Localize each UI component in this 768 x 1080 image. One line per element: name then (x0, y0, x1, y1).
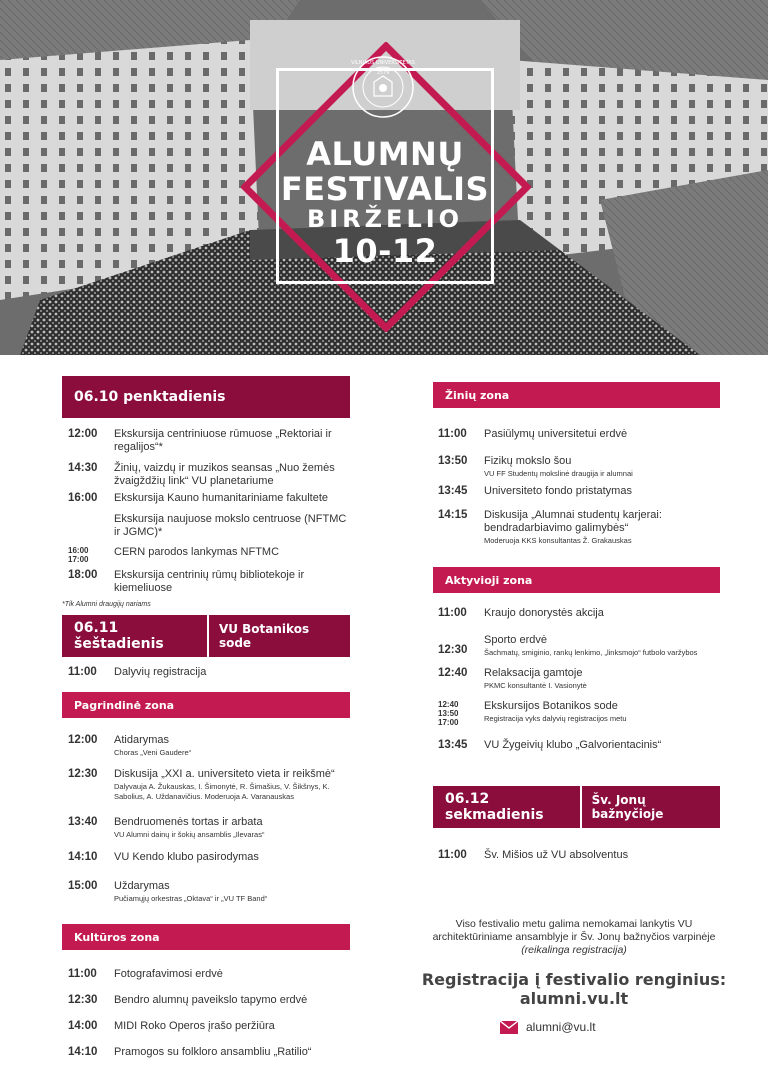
event-title: Kraujo donorystės akcija (484, 607, 604, 619)
schedule-row (438, 485, 720, 498)
schedule-row (438, 739, 720, 752)
event-subtitle: Registracija vyks dalyvių registracijos metu (484, 714, 627, 723)
event-title: MIDI Roko Operos įrašo peržiūra (114, 1020, 275, 1032)
university-seal-logo (348, 52, 418, 122)
schedule-row (438, 667, 720, 691)
event-title: Dalyvių registracija (114, 666, 207, 678)
event-title: Diskusija „XXI a. universiteto vieta ir reikšmė“ (114, 768, 335, 780)
event-title: Bendruomenės tortas ir arbata (114, 816, 263, 828)
event-title: Relaksacija gamtoje (484, 667, 583, 679)
event-time: 14:00 (68, 1020, 98, 1032)
hero-month: BIRŽELIO (306, 205, 464, 233)
schedule-row (68, 569, 348, 595)
schedule-row (68, 851, 348, 864)
day-label: 06.10 penktadienis (74, 389, 226, 405)
event-time: 12:00 (68, 734, 98, 746)
event-time: 11:00 (68, 968, 97, 980)
event-time: 12:30 (438, 644, 468, 656)
event-time: 14:10 (68, 851, 98, 863)
event-time: 12:30 (68, 994, 98, 1006)
event-time: 14:15 (438, 509, 468, 521)
schedule-row (68, 546, 348, 564)
schedule-row (438, 428, 720, 441)
hero-dates: 10-12 (332, 232, 438, 270)
schedule-row (68, 666, 348, 679)
event-time: 12:40 13:50 17:00 (438, 700, 459, 727)
email-contact[interactable] (500, 1020, 596, 1034)
email-address[interactable]: alumni@vu.lt (526, 1020, 596, 1034)
event-time: 11:00 (438, 428, 467, 440)
event-title: Ekskursija centriniuose rūmuose „Rektoriai ir regalijos“* (114, 428, 332, 453)
event-time: 12:40 (438, 667, 468, 679)
event-title: Ekskursija Kauno humanitariniame fakultete (114, 492, 329, 504)
event-time: 14:10 (68, 1046, 98, 1058)
registration-link[interactable]: alumni.vu.lt (519, 989, 629, 1008)
event-time: 11:00 (438, 849, 467, 861)
zone-header-main: Pagrindinė zona (62, 692, 350, 718)
schedule-row (68, 968, 348, 981)
event-title: Bendro alumnų paveikslo tapymo erdvė (114, 994, 308, 1006)
schedule-row (68, 994, 348, 1007)
schedule-row (438, 644, 484, 656)
event-subtitle: VU Alumni dainų ir šokių ansamblis „Ilevaras“ (114, 830, 265, 839)
schedule-row (68, 816, 348, 840)
day-header-0611 (62, 615, 350, 657)
event-subtitle: Pučiamųjų orkestras „Oktava“ ir „VU TF Band“ (114, 894, 268, 903)
svg-text:1579: 1579 (376, 70, 390, 76)
schedule-row (68, 1020, 348, 1033)
event-time: 13:50 (438, 455, 468, 467)
event-time: 12:30 (68, 768, 98, 780)
event-time (68, 513, 114, 539)
event-title: Diskusija „Alumnai studentų karjerai: bendradarbiavimo galimybės“ (484, 509, 662, 534)
event-title: Ekskursija centrinių rūmų bibliotekoje ir kiemeliuose (114, 569, 305, 594)
day-label: 06.12 sekmadienis (445, 791, 544, 823)
event-title: Fizikų mokslo šou (484, 455, 572, 467)
event-title: Ekskursijos Botanikos sode (484, 700, 618, 712)
event-subtitle: Dalyvauja A. Žukauskas, I. Šimonytė, R. Šimašius, V. Šikšnys, K. Sabolius, A. Uždanavičius. Moderuoja A. Varanauskas (114, 782, 330, 801)
event-title: Atidarymas (114, 734, 170, 746)
schedule-row (68, 734, 348, 758)
event-title: Uždarymas (114, 880, 170, 892)
day-place: VU Botanikos sode (207, 615, 350, 657)
event-title: Pasiūlymų universitetui erdvė (484, 428, 628, 440)
schedule-row (438, 607, 720, 620)
event-subtitle: Šachmatų, smiginio, rankų lenkimo, „linksmojo“ futbolo varžybos (484, 648, 698, 657)
schedule-row (438, 455, 720, 479)
event-title: Šv. Mišios už VU absolventus (484, 849, 629, 861)
zone-header-knowledge: Žinių zona (433, 382, 720, 408)
event-time: 13:45 (438, 485, 468, 497)
schedule-row (68, 462, 348, 488)
event-time: 11:00 (438, 607, 467, 619)
registration-required-note: (reikalinga registracija) (521, 944, 627, 956)
day-header-0612 (433, 786, 720, 828)
schedule-row (68, 513, 348, 539)
hero-title-line2: FESTIVALIS (280, 170, 490, 208)
day-place: Šv. Jonų bažnyčioje (580, 786, 720, 828)
day-label: 06.11 šeštadienis (74, 620, 164, 652)
event-title: Pramogos su folkloro ansambliu „Ratilio“ (114, 1046, 312, 1058)
event-time: 18:00 (68, 569, 98, 581)
schedule-row (438, 849, 720, 862)
event-time: 16:00 17:00 (68, 546, 89, 564)
hero-banner (0, 0, 768, 355)
zone-header-culture: Kultūros zona (62, 924, 350, 950)
svg-text:VILNIAUS UNIVERSITETAS: VILNIAUS UNIVERSITETAS (351, 60, 415, 66)
schedule-row (68, 880, 348, 904)
day-header-0610 (62, 376, 350, 418)
free-visit-text: Viso festivalio metu galima nemokamai lankytis VU architektūriniame ansamblyje ir Šv. Jonų bažnyčios varpinėje (432, 918, 716, 943)
event-subtitle: PKMC konsultantė I. Vasionytė (484, 681, 587, 690)
event-title: Žinių, vaizdų ir muzikos seansas „Nuo žemės žvaigždžių link“ VU planetariume (114, 462, 335, 487)
event-time: 16:00 (68, 492, 98, 504)
registration-heading: Registracija į festivalio renginius: (421, 970, 727, 989)
members-note: *Tik Alumni draugijų nariams (62, 601, 151, 608)
schedule-row (68, 768, 348, 802)
event-time: 11:00 (68, 666, 97, 678)
event-title: Universiteto fondo pristatymas (484, 485, 632, 497)
schedule-row (438, 509, 720, 546)
schedule-row (68, 1046, 348, 1059)
event-time: 14:30 (68, 462, 98, 474)
event-title: Sporto erdvė (484, 634, 547, 646)
event-time: 13:40 (68, 816, 98, 828)
envelope-icon (500, 1021, 518, 1034)
zone-header-active: Aktyvioji zona (433, 567, 720, 593)
event-title: Fotografavimosi erdvė (114, 968, 223, 980)
event-subtitle: Moderuoja KKS konsultantas Ž. Grakauskas (484, 536, 632, 545)
schedule-row (68, 428, 348, 454)
schedule-row (438, 700, 720, 727)
event-title: VU Kendo klubo pasirodymas (114, 851, 259, 863)
schedule-row (68, 492, 348, 505)
free-visit-info (418, 918, 730, 957)
event-title: VU Žygeivių klubo „Galvorientacinis“ (484, 739, 662, 751)
event-title: Ekskursija naujuose mokslo centruose (NFTMC ir JGMC)* (114, 513, 347, 538)
event-title: CERN parodos lankymas NFTMC (114, 546, 280, 558)
event-time: 15:00 (68, 880, 98, 892)
event-time: 12:00 (68, 428, 98, 440)
event-subtitle: Choras „Veni Gaudere“ (114, 748, 192, 757)
event-time: 13:45 (438, 739, 468, 751)
hero-title-line1: ALUMNŲ (306, 135, 464, 173)
event-subtitle: VU FF Studentų mokslinė draugija ir alumnai (484, 469, 633, 478)
